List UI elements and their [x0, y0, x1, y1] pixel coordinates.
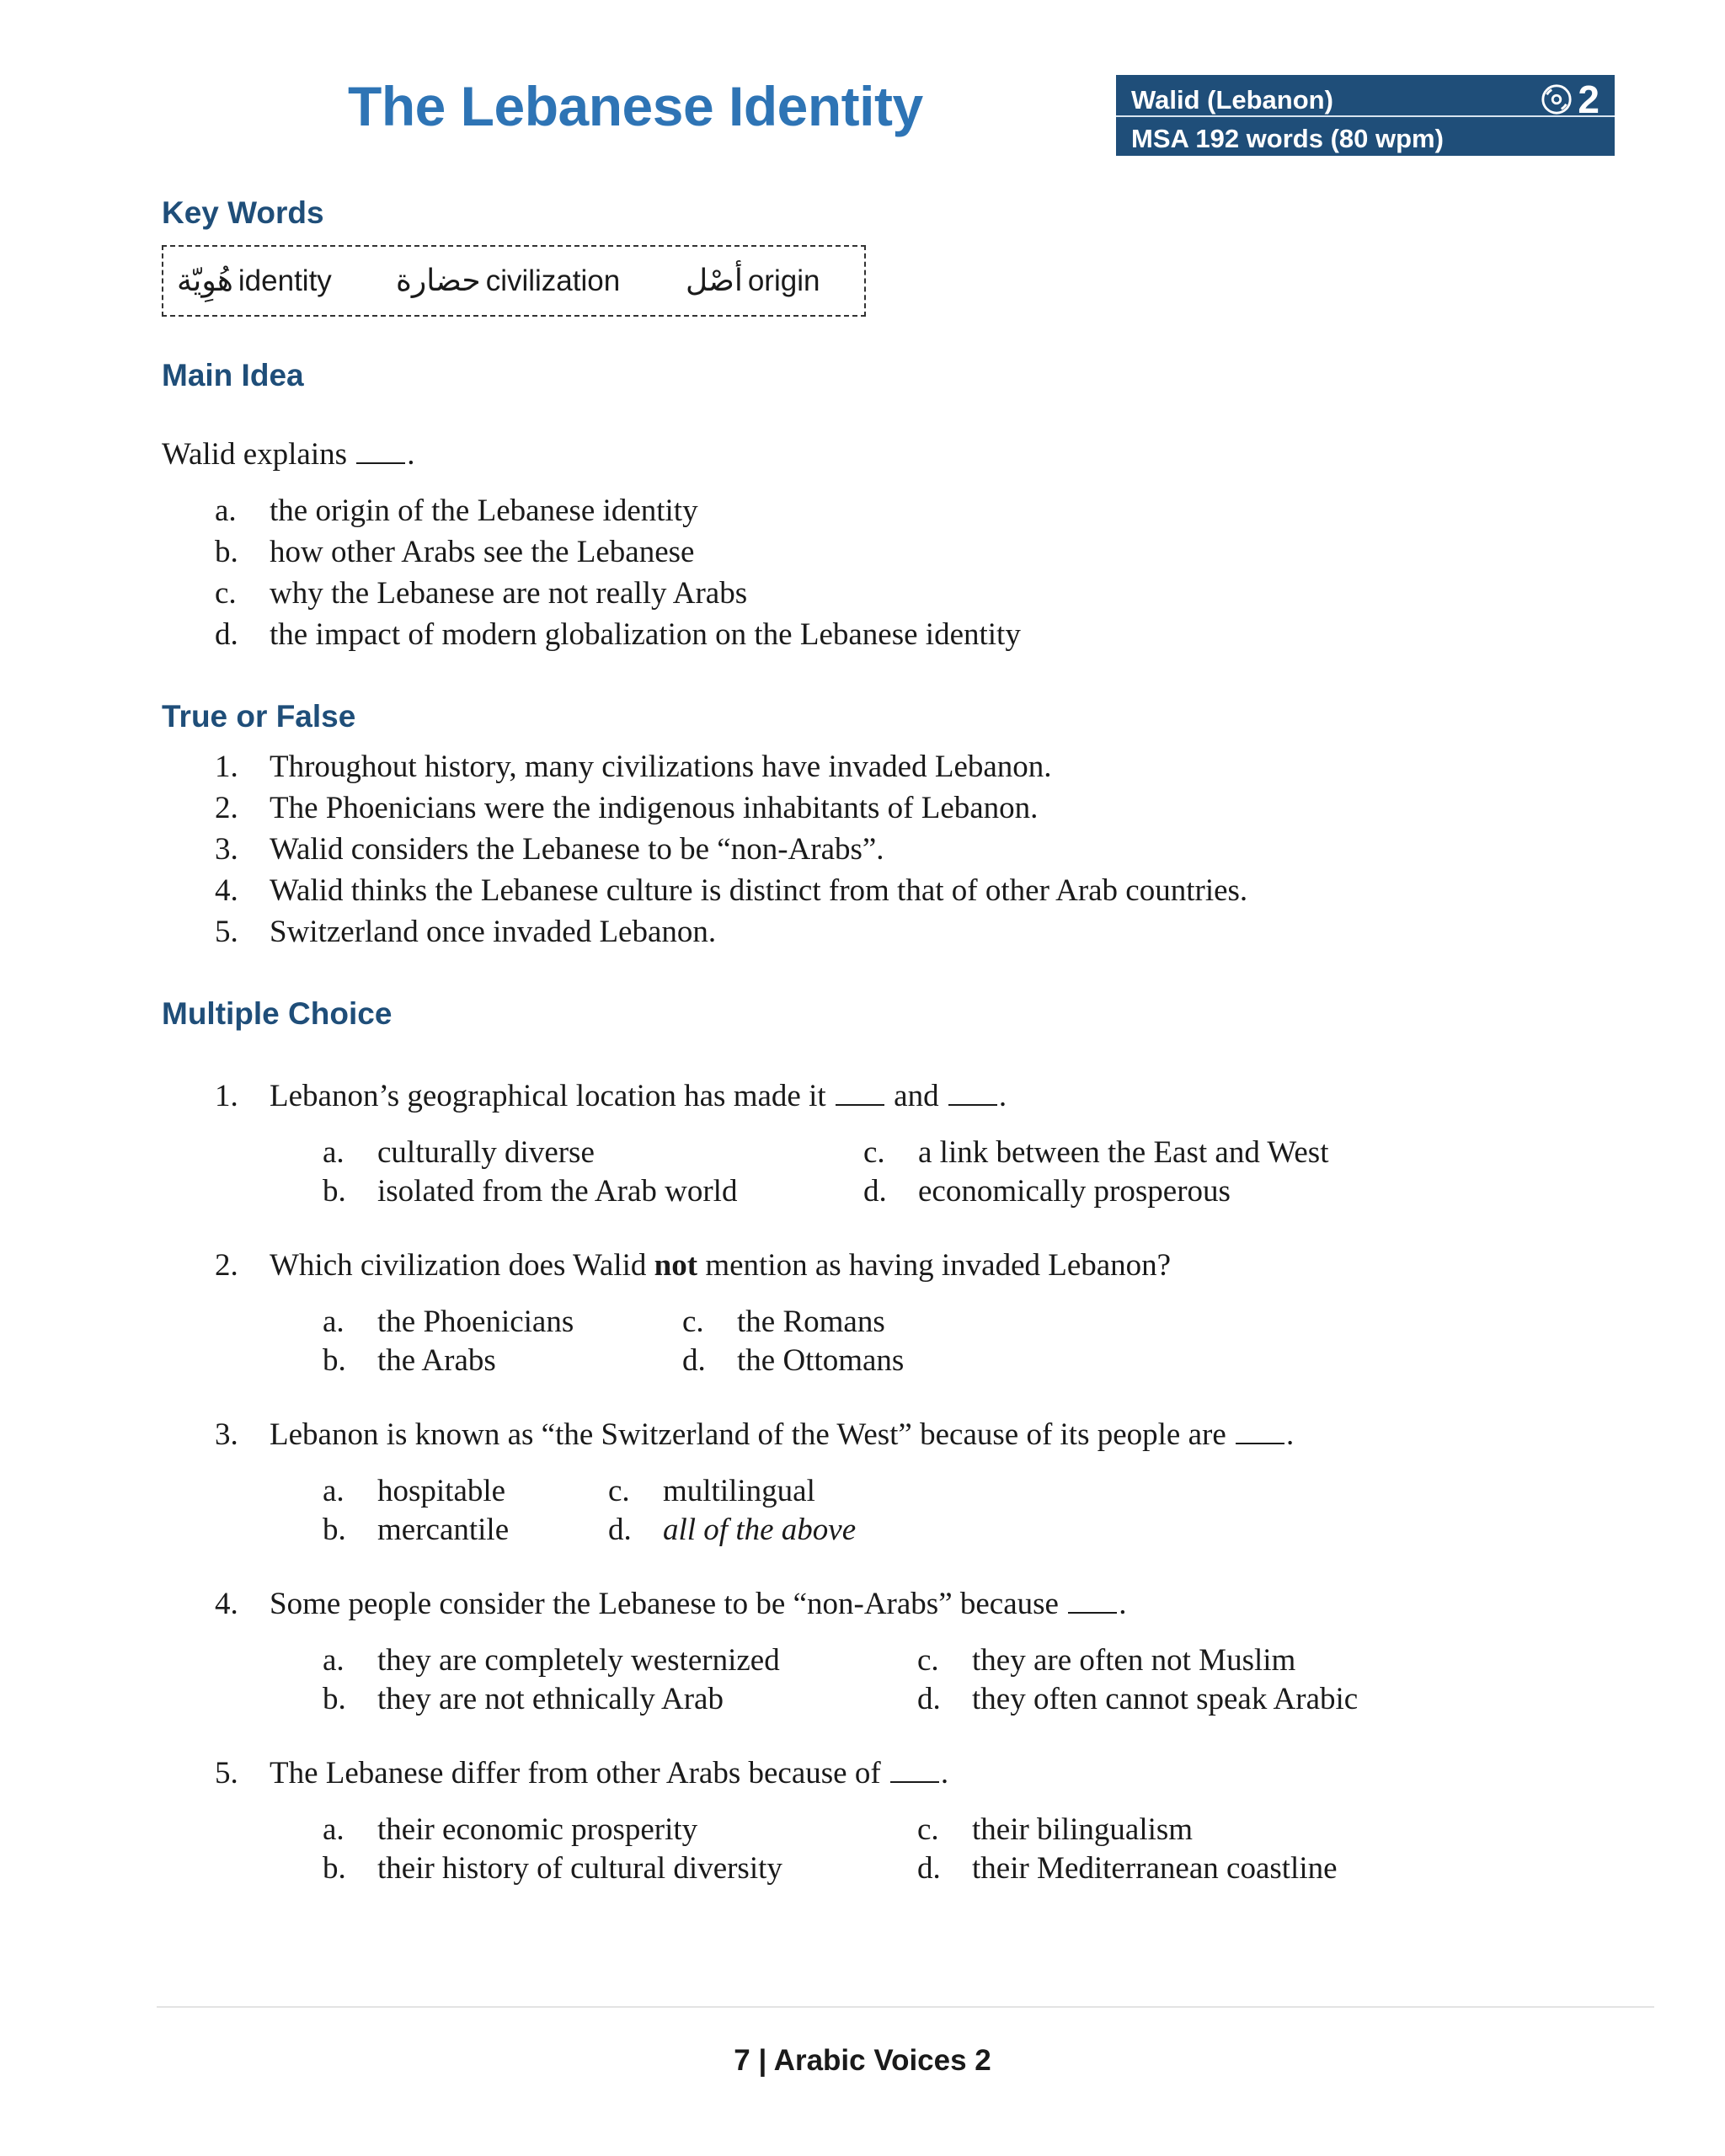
answer-blank — [890, 1780, 939, 1783]
key-word-item — [177, 264, 332, 298]
question-part: Lebanon is known as “the Switzerland of the West” because of its people are — [270, 1417, 1226, 1452]
book-title: Arabic Voices 2 — [773, 2044, 991, 2077]
option-label: a. — [323, 1812, 344, 1847]
key-word-item — [396, 264, 620, 298]
question-text — [270, 1755, 948, 1791]
question-part: and — [894, 1079, 939, 1113]
question-number: 2. — [215, 1248, 238, 1283]
item-number: 2. — [215, 791, 238, 825]
key-words-heading: Key Words — [162, 195, 324, 230]
question-punct: . — [998, 1079, 1007, 1113]
option-text: culturally diverse — [377, 1135, 595, 1170]
page-title: The Lebanese Identity — [348, 75, 923, 137]
option-label: d. — [682, 1343, 706, 1378]
option-text: they are not ethnically Arab — [377, 1682, 724, 1716]
question-number: 1. — [215, 1079, 238, 1113]
option-text: all of the above — [663, 1513, 857, 1547]
question-punct: . — [1119, 1587, 1127, 1621]
option-label: b. — [323, 1851, 346, 1886]
page-number: 7 — [734, 2044, 750, 2077]
option-text: they often cannot speak Arabic — [972, 1682, 1359, 1716]
statement-text: Switzerland once invaded Lebanon. — [270, 915, 717, 949]
true-false-heading: True or False — [162, 699, 356, 734]
question-emphasis: not — [654, 1248, 698, 1283]
item-number: 4. — [215, 873, 238, 908]
question-number: 3. — [215, 1417, 238, 1452]
option-text: they are completely westernized — [377, 1643, 780, 1678]
answer-blank — [1068, 1611, 1117, 1614]
speaker-label: Walid (Lebanon) — [1131, 85, 1333, 115]
option-text: they are often not Muslim — [972, 1643, 1296, 1678]
option-text: hospitable — [377, 1474, 506, 1508]
option-text: their Mediterranean coastline — [972, 1851, 1338, 1886]
option-label: d. — [917, 1851, 941, 1886]
multiple-choice-heading: Multiple Choice — [162, 996, 393, 1031]
option-text: multilingual — [663, 1474, 815, 1508]
question-text: Walid explains — [162, 437, 347, 472]
track-number: 2 — [1578, 77, 1599, 121]
question-number: 4. — [215, 1587, 238, 1621]
option-label: c. — [215, 576, 237, 611]
word-count-label: MSA 192 words (80 wpm) — [1131, 124, 1444, 153]
statement-text: The Phoenicians were the indigenous inhabitants of Lebanon. — [270, 791, 1039, 825]
option-label: c. — [917, 1643, 939, 1678]
option-label: b. — [323, 1682, 346, 1716]
page-footer — [0, 2044, 1725, 2078]
option-label: a. — [215, 494, 237, 528]
audio-info-box — [1116, 75, 1615, 156]
statement-text: Walid thinks the Lebanese culture is distinct from that of other Arab countries. — [270, 873, 1248, 908]
option-label: a. — [323, 1643, 344, 1678]
question-part: Which civilization does Walid — [270, 1248, 647, 1283]
option-text: the Romans — [737, 1305, 885, 1339]
option-label: c. — [608, 1474, 630, 1508]
footer-divider — [157, 2006, 1654, 2008]
track-indicator[interactable] — [1541, 77, 1599, 121]
answer-blank — [948, 1103, 997, 1106]
key-word-arabic: حضارة — [396, 264, 481, 298]
option-text: the Arabs — [377, 1343, 496, 1378]
question-part: Some people consider the Lebanese to be “non-Arabs” because — [270, 1587, 1059, 1621]
option-label: d. — [863, 1174, 887, 1209]
question-punct: . — [940, 1756, 949, 1790]
option-text: why the Lebanese are not really Arabs — [270, 576, 748, 611]
question-text — [270, 1417, 1294, 1453]
question-punct: . — [407, 437, 415, 472]
question-number: 5. — [215, 1756, 238, 1790]
option-label: b. — [323, 1174, 346, 1209]
option-text: how other Arabs see the Lebanese — [270, 535, 695, 569]
key-words-box — [162, 245, 866, 317]
disc-icon — [1541, 83, 1573, 115]
option-text: a link between the East and West — [918, 1135, 1329, 1170]
question-part: Lebanon’s geographical location has made it — [270, 1079, 826, 1113]
key-word-english: identity — [238, 264, 332, 297]
option-label: c. — [682, 1305, 704, 1339]
option-label: d. — [917, 1682, 941, 1716]
key-word-arabic: هُوِيّة — [177, 264, 233, 298]
option-label: a. — [323, 1305, 344, 1339]
option-label: a. — [323, 1135, 344, 1170]
option-label: c. — [863, 1135, 885, 1170]
option-label: a. — [323, 1474, 344, 1508]
option-text: economically prosperous — [918, 1174, 1231, 1209]
answer-blank — [836, 1103, 884, 1106]
option-label: b. — [323, 1513, 346, 1547]
main-idea-question — [162, 436, 415, 472]
statement-text: Walid considers the Lebanese to be “non-Arabs”. — [270, 832, 884, 867]
item-number: 1. — [215, 750, 238, 784]
key-word-item — [686, 264, 820, 298]
question-text — [270, 1078, 1007, 1114]
option-text: their economic prosperity — [377, 1812, 698, 1847]
option-label: d. — [215, 617, 238, 652]
question-part: mention as having invaded Lebanon? — [705, 1248, 1172, 1283]
key-word-english: origin — [747, 264, 820, 297]
option-label: b. — [215, 535, 238, 569]
statement-text: Throughout history, many civilizations have invaded Lebanon. — [270, 750, 1052, 784]
option-text: their history of cultural diversity — [377, 1851, 782, 1886]
main-idea-heading: Main Idea — [162, 358, 304, 392]
question-punct: . — [1286, 1417, 1295, 1452]
option-text: the Phoenicians — [377, 1305, 574, 1339]
option-text: isolated from the Arab world — [377, 1174, 738, 1209]
key-word-arabic: أصْل — [686, 264, 743, 298]
info-divider — [1116, 115, 1615, 117]
question-part: The Lebanese differ from other Arabs because of — [270, 1756, 881, 1790]
item-number: 3. — [215, 832, 238, 867]
question-text — [270, 1247, 1171, 1283]
question-text — [270, 1586, 1126, 1622]
option-text: mercantile — [377, 1513, 510, 1547]
key-word-english: civilization — [485, 264, 621, 297]
footer-separator: | — [758, 2044, 767, 2077]
answer-blank — [1236, 1442, 1284, 1444]
option-text: the Ottomans — [737, 1343, 905, 1378]
option-text: their bilingualism — [972, 1812, 1194, 1847]
answer-blank — [356, 462, 405, 464]
item-number: 5. — [215, 915, 238, 949]
option-label: d. — [608, 1513, 632, 1547]
option-label: b. — [323, 1343, 346, 1378]
option-text: the origin of the Lebanese identity — [270, 494, 698, 528]
option-text: the impact of modern globalization on the Lebanese identity — [270, 617, 1021, 652]
option-label: c. — [917, 1812, 939, 1847]
